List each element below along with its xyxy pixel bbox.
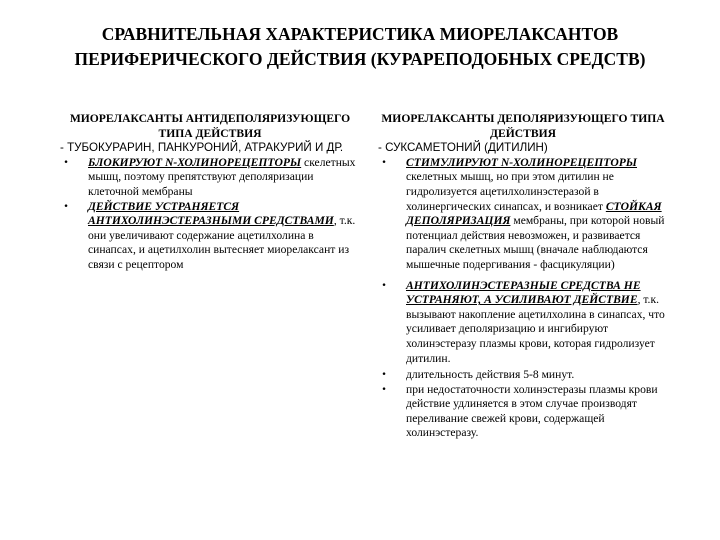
emphasis-text: СТИМУЛИРУЮТ N-ХОЛИНОРЕЦЕПТОРЫ xyxy=(406,155,638,169)
emphasis-text: ДЕЙСТВИЕ УСТРАНЯЕТСЯ АНТИХОЛИНЭСТЕРАЗНЫМИ СРЕДСТВАМИ xyxy=(88,199,334,228)
list-item xyxy=(378,368,668,383)
emphasis-text: БЛОКИРУЮТ N-ХОЛИНОРЕЦЕПТОРЫ xyxy=(88,155,302,169)
right-heading: МИОРЕЛАКСАНТЫ ДЕПОЛЯРИЗУЮЩЕГО ТИПА ДЕЙСТВИЯ xyxy=(381,112,665,140)
list-item xyxy=(378,279,668,367)
bullet-icon: • xyxy=(63,157,69,168)
item-text: , т.к. они увеличивают содержание ацетилхолина в синапсах, и ацетилхолин вытесняет миорелаксант из связи с рецептором xyxy=(88,214,356,271)
slide-title: СРАВНИТЕЛЬНАЯ ХАРАКТЕРИСТИКА МИОРЕЛАКСАНТОВ ПЕРИФЕРИЧЕСКОГО ДЕЙСТВИЯ (КУРАРЕПОДОБНЫХ СРЕДСТВ) xyxy=(74,24,646,69)
list-item xyxy=(378,383,668,441)
left-heading: МИОРЕЛАКСАНТЫ АНТИДЕПОЛЯРИЗУЮЩЕГО ТИПА ДЕЙСТВИЯ xyxy=(69,112,351,140)
left-drug-list: - ТУБОКУРАРИН, ПАНКУРОНИЙ, АТРАКУРИЙ И ДР. xyxy=(60,141,344,155)
right-bullet-list xyxy=(378,156,668,441)
bullet-icon: • xyxy=(381,370,387,381)
left-column xyxy=(60,112,360,273)
item-text: мембраны, при которой новый потенциал действия невозможен, и развивается паралич скелетных мышц (вначале наблюдаются мышечные подергивания - фасцикуляции) xyxy=(406,214,665,271)
item-text: , т.к. вызывают накопление ацетилхолина в синапсах, что усиливает деполяризацию и ингибируют холинэстеразу плазмы крови, которая гидролизует дитилин. xyxy=(406,293,665,365)
item-text: скелетных мышц, поэтому препятствуют деполяризации клеточной мембраны xyxy=(88,155,356,198)
bullet-icon: • xyxy=(381,384,387,395)
emphasis-text: СТОЙКАЯ ДЕПОЛЯРИЗАЦИЯ xyxy=(406,199,662,228)
list-item xyxy=(60,156,360,200)
item-text: скелетных мышц, но при этом дитилин не гидролизуется ацетилхолинэстеразой в холинергических синапсах, и возникает xyxy=(406,170,614,213)
list-item xyxy=(378,156,668,273)
bullet-icon: • xyxy=(63,201,69,212)
item-text: при недостаточности холинэстеразы плазмы крови действие удлиняется в этом случае производят переливание свежей крови, содержащей холинэстеразу. xyxy=(406,382,658,440)
emphasis-text: АНТИХОЛИНЭСТЕРАЗНЫЕ СРЕДСТВА НЕ УСТРАНЯЮТ, А УСИЛИВАЮТ ДЕЙСТВИЕ xyxy=(406,278,641,307)
item-text: длительность действия 5-8 минут. xyxy=(406,368,575,382)
right-column xyxy=(378,112,668,441)
list-item xyxy=(60,200,360,273)
left-bullet-list xyxy=(60,156,360,273)
bullet-icon: • xyxy=(381,280,387,291)
right-drug-list: - СУКСАМЕТОНИЙ (ДИТИЛИН) xyxy=(378,141,548,155)
bullet-icon: • xyxy=(381,157,387,168)
